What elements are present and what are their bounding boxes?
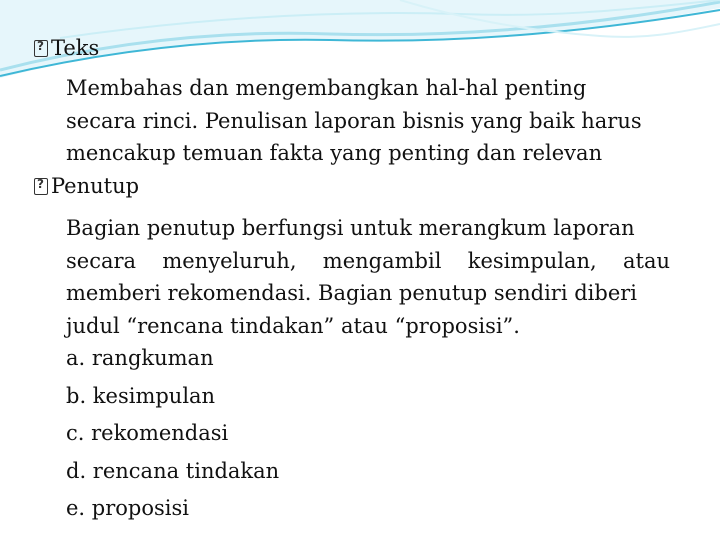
- missing-glyph-bullet-icon: [34, 40, 48, 57]
- section-teks-paragraph: [66, 72, 670, 170]
- list-item: b. kesimpulan: [66, 383, 216, 408]
- paragraph-line: mencakup temuan fakta yang penting dan relevan: [66, 141, 603, 165]
- section-heading: Teks: [51, 36, 100, 60]
- paragraph-line: Membahas dan mengembangkan hal-hal penting: [66, 76, 587, 100]
- paragraph-line: Bagian penutup berfungsi untuk merangkum laporan: [66, 216, 635, 240]
- section-heading: Penutup: [51, 174, 140, 198]
- section-penutup-paragraph: [66, 212, 670, 342]
- section-penutup-heading-row: [34, 174, 139, 198]
- paragraph-line: judul “rencana tindakan” atau “proposisi”.: [66, 313, 520, 338]
- paragraph-line: memberi rekomendasi. Bagian penutup sendiri diberi: [66, 281, 637, 305]
- penutup-item-list: [66, 340, 279, 528]
- paragraph-line: secara rinci. Penulisan laporan bisnis yang baik harus: [66, 108, 642, 133]
- list-item: c. rekomendasi: [66, 421, 229, 445]
- list-item: d. rencana tindakan: [66, 458, 280, 483]
- section-teks-heading-row: [34, 36, 99, 60]
- list-item: e. proposisi: [66, 496, 189, 520]
- paragraph-line: secara menyeluruh, mengambil kesimpulan, atau: [66, 248, 670, 273]
- list-item: a. rangkuman: [66, 346, 214, 370]
- missing-glyph-bullet-icon: [34, 178, 48, 195]
